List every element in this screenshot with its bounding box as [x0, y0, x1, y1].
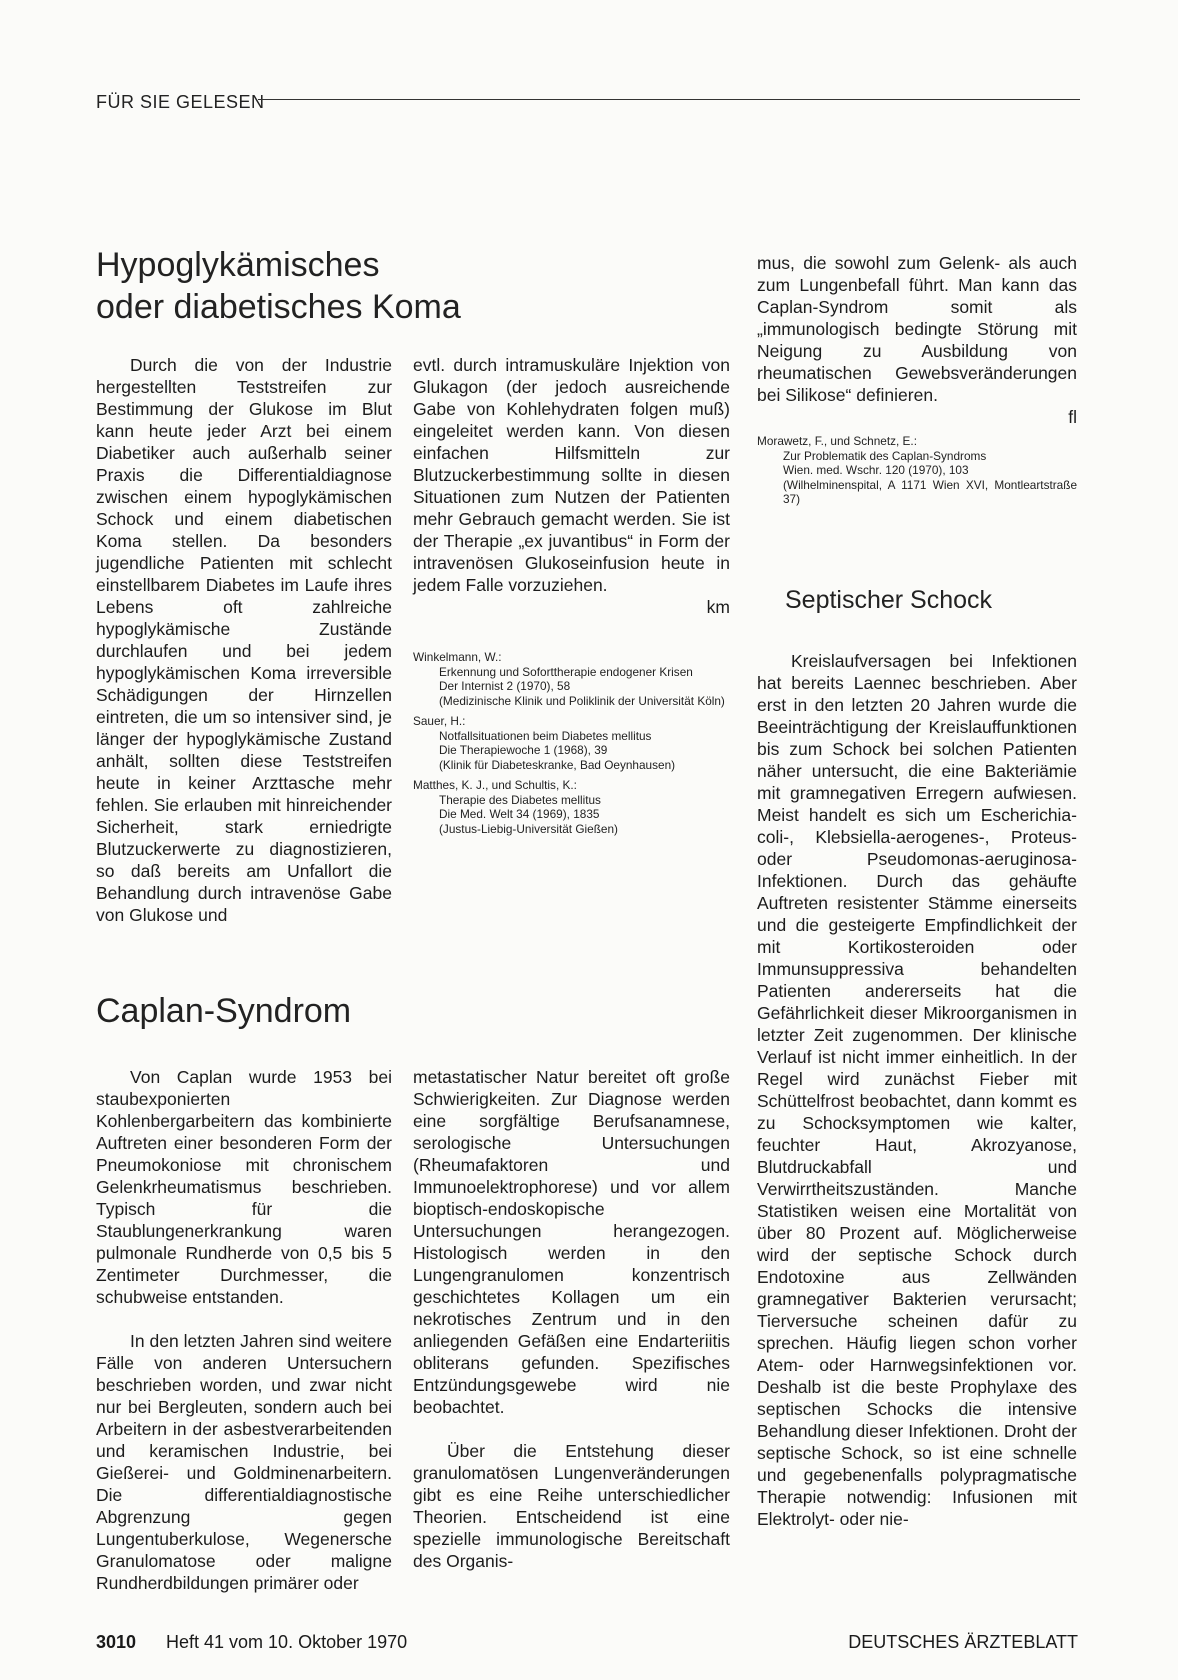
- issue-date: Heft 41 vom 10. Oktober 1970: [166, 1632, 408, 1652]
- article2-signature: fl: [1068, 407, 1077, 427]
- article2-col2-paragraph2: Über die Entstehung dieser granulomatösen Lungenveränderungen gibt es eine Reihe unterschiedlicher Theorien. Entscheidend ist eine spezielle immunologische Bereitschaft des Organis-: [413, 1441, 730, 1571]
- reference-line: (Medizinische Klinik und Poliklinik der Universität Köln): [439, 693, 725, 708]
- reference-line: Zur Problematik des Caplan-Syndroms: [783, 448, 987, 463]
- reference-item: [413, 650, 730, 708]
- article1-title-line1: Hypoglykämisches: [96, 246, 380, 284]
- article1-column2: [413, 354, 730, 618]
- article1-references: [413, 650, 730, 842]
- article2-references: [757, 434, 1077, 513]
- article2-column1: [96, 1066, 392, 1594]
- reference-author: Sauer, H.:: [413, 714, 466, 728]
- article3-column: [757, 650, 1077, 1530]
- article1-title: [96, 244, 461, 328]
- article1-title-line2: oder diabetisches Koma: [96, 288, 461, 326]
- reference-line: Erkennung und Soforttherapie endogener Krisen: [439, 664, 693, 679]
- article2-column2: [413, 1066, 730, 1572]
- reference-line: Wien. med. Wschr. 120 (1970), 103: [783, 463, 969, 477]
- reference-author: Matthes, K. J., und Schultis, K.:: [413, 778, 577, 792]
- reference-author: Winkelmann, W.:: [413, 650, 502, 664]
- article3-text: Kreislaufversagen bei Infektionen hat bereits Laennec beschrieben. Aber erst in den letzten 20 Jahren wurde die Beeinträchtigung der Kreislauffunktionen bis zum Schock bei solchen Patienten näher untersucht, die eine Bakteriämie mit gramnegativen Erregern aufwiesen. Meist handelt es sich um Escherichia-coli-, Klebsiella-aerogenes-, Proteus- oder Pseudomonas-aeruginosa-Infektionen. Durch das gehäufte Auftreten resistenter Stämme einerseits und die gesteigerte Empfindlichkeit der mit Kortikosteroiden oder Immunsuppressiva behandelten Patienten andererseits hat die Gefährlichkeit dieser Mikroorganismen in letzter Zeit zugenommen. Der klinische Verlauf ist nicht immer einheitlich. In der Regel wird zunächst Fieber mit Schüttelfrost beobachtet, dann kommt es zu Schocksymptomen wie kalter, feuchter Haut, Akrozyanose, Blutdruckabfall und Verwirrtheitszuständen. Manche Statistiken weisen eine Mortalität von über 80 Prozent auf. Möglicherweise wird der septische Schock durch Endotoxine aus Zellwänden gramnegativer Bakterien verursacht; Tierversuche scheinen dafür zu sprechen. Häufig liegen schon vorher Atem- oder Harnwegsinfektionen vor. Deshalb ist die beste Prophylaxe des septischen Schocks die intensive Behandlung dieser Infektionen. Droht der septische Schock, so ist eine schnelle und gegebenenfalls polypragmatische Therapie notwendig: Infusionen mit Elektrolyt- oder nie-: [757, 651, 1077, 1529]
- reference-item: [413, 714, 730, 772]
- article1-column1: [96, 354, 392, 926]
- article1-col2-text: evtl. durch intramuskuläre Injektion von Glukagon (der jedoch ausreichende Gabe von Kohlehydraten folgen muß) eingeleitet werden kann. Von diesen einfachen Hilfsmitteln zur Blutzuckerbestimmung sollte in diesen Situationen zum Nutzen der Patienten mehr Gebrauch gemacht werden. Sie ist der Therapie „ex juvantibus“ in Form der intravenösen Glukoseinfusion heute in jedem Falle vorzuziehen.: [413, 355, 730, 595]
- article2-title: Caplan-Syndrom: [96, 992, 352, 1030]
- section-label: FÜR SIE GELESEN: [96, 92, 265, 112]
- journal-name: DEUTSCHES ÄRZTEBLATT: [848, 1632, 1078, 1652]
- reference-item: [757, 434, 1077, 507]
- article2-col2-paragraph1: metastatischer Natur bereitet oft große Schwierigkeiten. Zur Diagnose werden eine sorgfältige Berufsanamnese, serologische Untersuchungen (Rheumafaktoren und Immunoelektrophorese) und vor allem bioptisch-endoskopische Untersuchungen herangezogen. Histologisch werden in den Lungengranulomen konzentrisch geschichtetes Kollagen um ein nekrotisches Zentrum und in den anliegenden Gefäßen eine Endarteriitis obliterans gefunden. Spezifisches Entzündungsgewebe wird nie beobachtet.: [413, 1067, 730, 1417]
- header-rule: [258, 99, 1080, 100]
- article2-col1-paragraph2: In den letzten Jahren sind weitere Fälle von anderen Untersuchern beschrieben worden, und zwar nicht nur bei Bergleuten, sondern auch bei Arbeitern in der asbestverarbeitenden und keramischen Industrie, bei Gießerei- und Goldminenarbeitern. Die differentialdiagnostische Abgrenzung gegen Lungentuberkulose, Wegenersche Granulomatose oder maligne Rundherdbildungen primärer oder: [96, 1331, 392, 1593]
- article2-col1-paragraph1: Von Caplan wurde 1953 bei staubexponierten Kohlenbergarbeitern das kombinierte Auftreten einer besonderen Form der Pneumokoniose mit chronischem Gelenkrheumatismus beschrieben. Typisch für die Staublungenerkrankung waren pulmonale Rundherde von 0,5 bis 5 Zentimeter Durchmesser, die schubweise entstanden.: [96, 1067, 392, 1307]
- reference-item: [413, 778, 730, 836]
- article2-col3-text: mus, die sowohl zum Gelenk- als auch zum Lungenbefall führt. Man kann das Caplan-Syndrom somit als „immunologisch bedingte Störung mit Neigung zu Ausbildung von rheumatischen Gewebsveränderungen bei Silikose“ definieren.: [757, 253, 1077, 405]
- reference-line: Notfallsituationen beim Diabetes mellitus: [439, 728, 652, 743]
- reference-line: Therapie des Diabetes mellitus: [439, 792, 601, 807]
- article2-column3: [757, 252, 1077, 428]
- page-number: 3010: [96, 1632, 137, 1652]
- reference-line: (Justus-Liebig-Universität Gießen): [439, 821, 618, 836]
- article3-title: Septischer Schock: [785, 586, 993, 614]
- reference-line: (Wilhelminenspital, A 1171 Wien XVI, Montleartstraße 37): [783, 477, 1077, 506]
- reference-line: Der Internist 2 (1970), 58: [439, 679, 571, 693]
- reference-line: (Klinik für Diabeteskranke, Bad Oeynhausen): [439, 757, 676, 772]
- article1-col1-text: Durch die von der Industrie hergestellten Teststreifen zur Bestimmung der Glukose im Blut kann heute jeder Arzt bei einem Diabetiker auch außerhalb seiner Praxis die Differentialdiagnose zwischen einem hypoglykämischen Schock und einem diabetischen Koma stellen. Da besonders jugendliche Patienten mit schlecht einstellbarem Diabetes im Laufe ihres Lebens oft zahlreiche hypoglykämische Zustände durchlaufen und bei jedem hypoglykämischen Koma irreversible Schädigungen der Hirnzellen eintreten, die um so intensiver sind, je länger der hypoglykämische Zustand anhält, sollten diese Teststreifen heute in keiner Arzttasche mehr fehlen. Sie erlauben mit hinreichender Sicherheit, stark erniedrigte Blutzuckerwerte zu diagnostizieren, so daß bereits am Unfallort die Behandlung durch intravenöse Gabe von Glukose und: [96, 355, 392, 925]
- reference-line: Die Therapiewoche 1 (1968), 39: [439, 743, 608, 757]
- reference-line: Die Med. Welt 34 (1969), 1835: [439, 807, 600, 821]
- article1-signature: km: [706, 597, 730, 617]
- reference-author: Morawetz, F., und Schnetz, E.:: [757, 434, 917, 448]
